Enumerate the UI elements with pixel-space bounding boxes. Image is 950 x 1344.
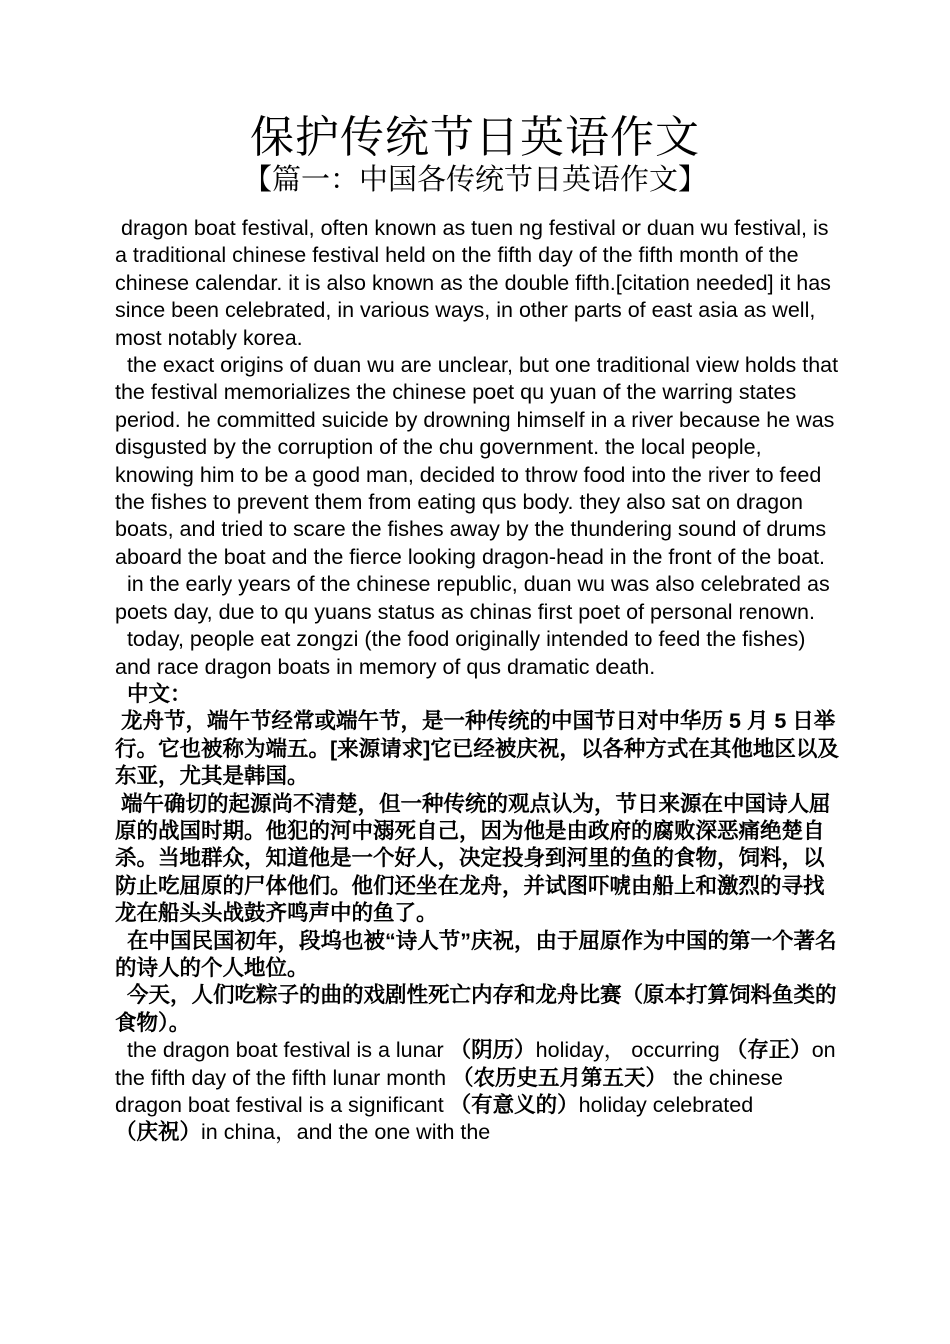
english-paragraph-1: dragon boat festival, often known as tuen ng festival or duan wu festival, is a traditional chinese festival held on the fifth day of the fifth month of the chinese calendar. it is also known as the double fifth.[citation needed] it has since been celebrated, in various ways, in other parts of east asia as well, most notably korea. (115, 216, 837, 350)
chinese-paragraph-3: 在中国民国初年，段坞也被“诗人节”庆祝，由于屈原作为中国的第一个著名的诗人的个人地位。 (115, 928, 837, 980)
mixed-paragraph (115, 1037, 840, 1147)
mixed-text-3: on the fifth day of the fifth lunar month (115, 1038, 842, 1090)
page-subtitle: 【篇一：中国各传统节日英语作文】 (242, 164, 707, 196)
gloss-fifth-day: （农历史五月第五天） (452, 1065, 668, 1090)
document-body (115, 215, 845, 1147)
mixed-text-2: holiday， occurring (535, 1038, 726, 1063)
chinese-paragraph-4: 今天，人们吃粽子的曲的戏剧性死亡内存和龙舟比赛（原本打算饲料鱼类的食物）。 (115, 983, 837, 1035)
english-paragraph-3: in the early years of the chinese republic, duan wu was also celebrated as poets day, due to qu yuans status as chinas first poet of personal renown. (115, 572, 836, 624)
gloss-significant: （有意义的） (449, 1093, 579, 1117)
gloss-celebrated: （庆祝） (115, 1120, 202, 1145)
mixed-text-6: in china，and the one with the (201, 1120, 491, 1145)
chinese-paragraph-2: 端午确切的起源尚不清楚，但一种传统的观点认为，节日来源在中国诗人屈原的战国时期。他犯的河中溺死自己，因为他是由政府的腐败深恶痛绝楚自杀。当地群众，知道他是一个好人，决定投身到河里的鱼的食物，饲料，以防止吃屈原的尸体他们。他们还坐在龙舟，并试图吓唬由船上和激烈的寻找龙在船头头战鼓齐鸣声中的鱼了。 (115, 791, 831, 926)
gloss-lunar: （阴历） (449, 1038, 536, 1063)
page-title: 保护传统节日英语作文 (250, 113, 700, 162)
mixed-text-4: the chinese dragon boat festival is a significant (115, 1065, 789, 1117)
gloss-occurring: （存正） (725, 1038, 812, 1063)
mixed-text-1: the dragon boat festival is a lunar (115, 1038, 450, 1063)
chinese-heading: 中文： (115, 681, 192, 706)
english-paragraph-2: the exact origins of duan wu are unclear, but one traditional view holds that the festival memorializes the chinese poet qu yuan of the warring states period. he committed suicide by drowning himself in a river because he was disgusted by the corruption of the chu government. the local people, knowing him to be a good man, decided to throw food into the river to feed the fishes to prevent them from eating qus body. they also sat on dragon boats, and tried to scare the fishes away by the thundering sound of drums aboard the boat and the fierce looking dragon-head in the front of the boat. (115, 353, 845, 569)
english-paragraph-4: today, people eat zongzi (the food originally intended to feed the fishes) and race dragon boats in memory of qus dramatic death. (115, 627, 812, 679)
chinese-paragraph-1: 龙舟节，端午节经常或端午节，是一种传统的中国节日对中华历 5 月 5 日举行。它也被称为端五。[来源请求]它已经被庆祝，以各种方式在其他地区以及东亚，尤其是韩国。 (115, 709, 839, 789)
mixed-text-5: holiday celebrated (578, 1093, 760, 1117)
